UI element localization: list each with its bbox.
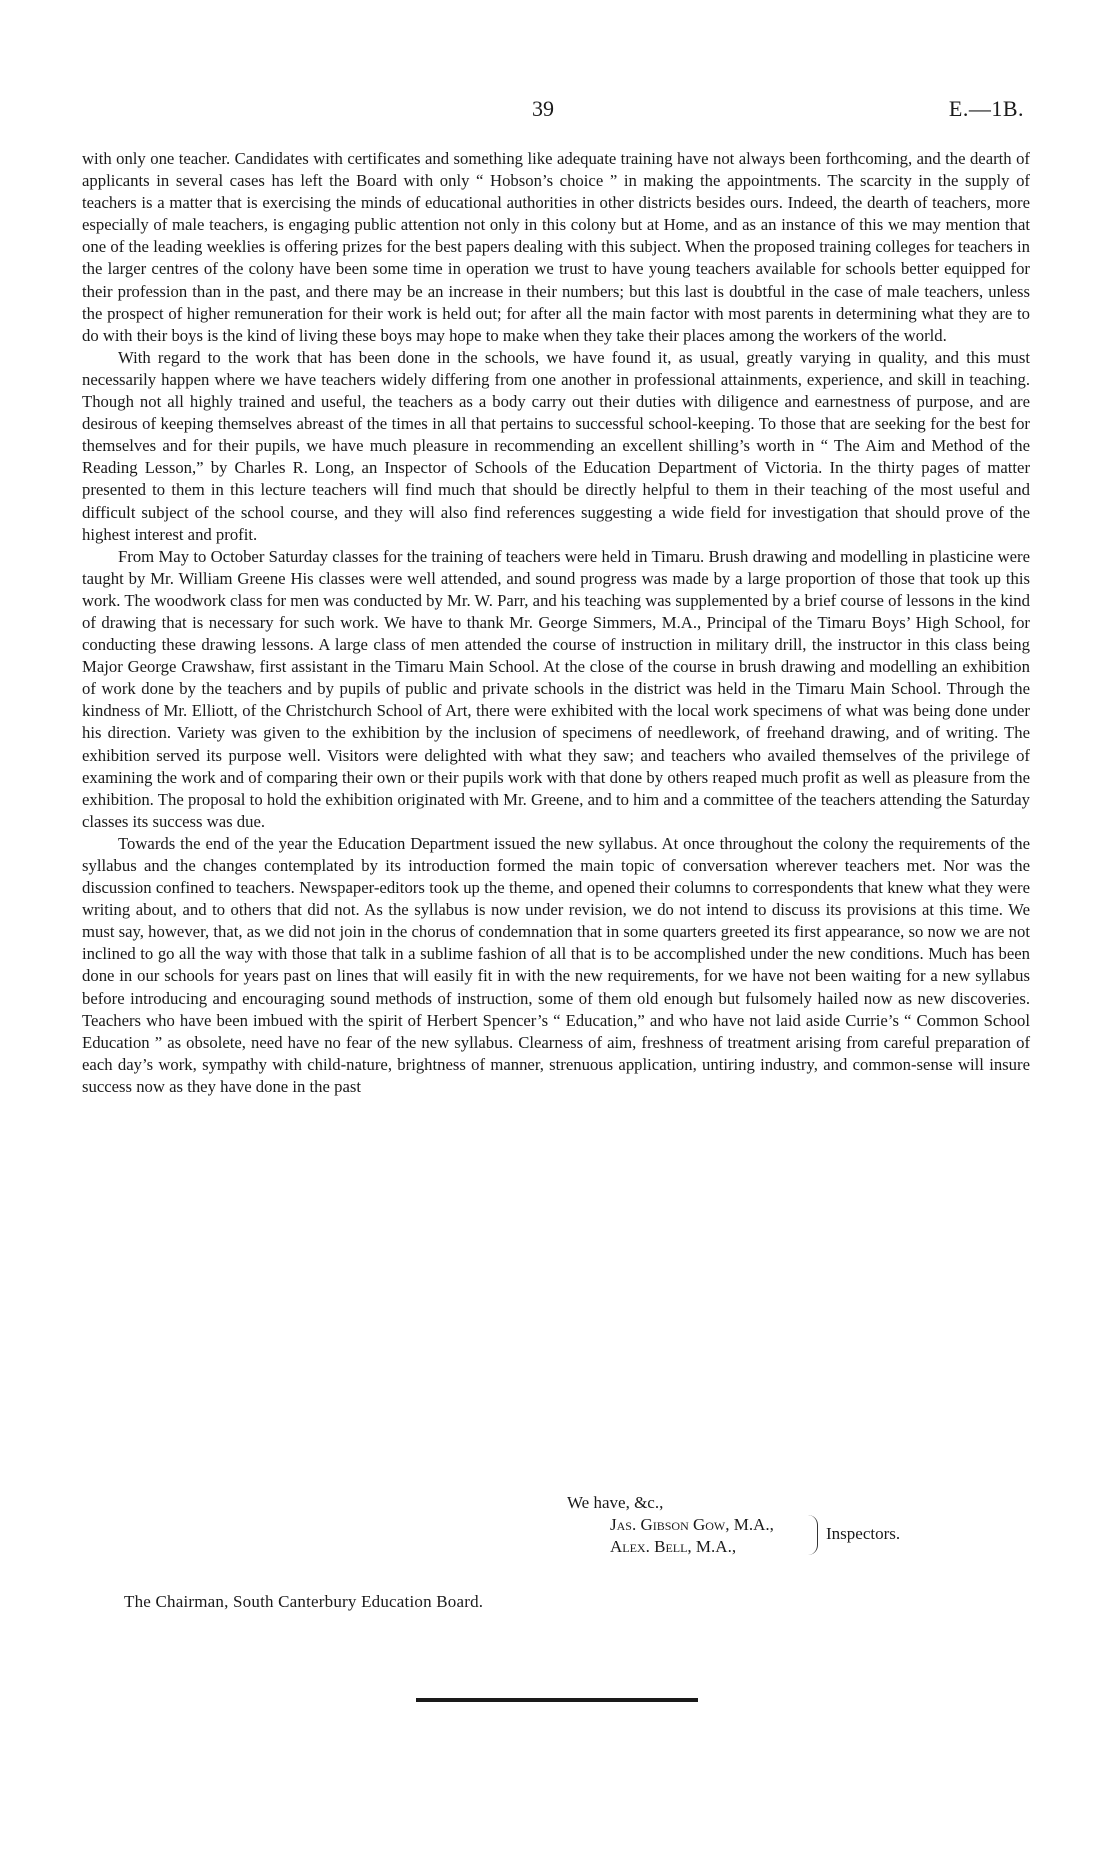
signatory-role: Inspectors. bbox=[826, 1524, 901, 1543]
page-header bbox=[0, 96, 1114, 126]
signatory-gow: Jas. Gibson Gow, M.A., bbox=[610, 1515, 774, 1534]
signatory-bell: Alex. Bell, M.A., bbox=[610, 1537, 737, 1556]
report-body bbox=[82, 148, 1030, 1098]
closing-salutation: We have, &c., bbox=[567, 1493, 664, 1512]
document-reference: E.—1B. bbox=[948, 96, 1024, 121]
signature-block bbox=[610, 1514, 774, 1558]
signature-brace bbox=[807, 1515, 818, 1555]
end-rule-divider bbox=[416, 1698, 698, 1702]
paragraph-teacher-supply: with only one teacher. Candidates with certificates and something like adequate training have not always been forthcoming, and the dearth of applicants in several cases has left the Board with only “ Hobson’s choice ” in making the appointments. The scarcity in the supply of teachers is a matter that is exercising the minds of educational authorities in other districts besides ours. Indeed, the dearth of teachers, more especially of male teachers, is engaging public attention not only in this colony but at Home, and as an instance of this we may mention that one of the leading weeklies is offering prizes for the best papers dealing with this subject. When the proposed training colleges for teachers in the larger centres of the colony have been some time in operation we trust to have young teachers available for schools better equipped for their profession than in the past, and there may be an increase in their numbers; but this last is doubtful in the case of male teachers, unless the prospect of higher remuneration for their work is held out; for after all the main factor with most parents in determining what they are to do with their boys is the kind of living these boys may hope to make when they take their places among the workers of the world. bbox=[82, 149, 1030, 345]
page-number: 39 bbox=[532, 96, 554, 121]
paragraph-school-work: With regard to the work that has been done in the schools, we have found it, as usual, greatly varying in quality, and this must necessarily happen where we have teachers widely differing from one another in professional attainments, experience, and skill in teaching. Though not all highly trained and useful, the teachers as a body carry out their duties with diligence and earnestness of purpose, and are desirous of keeping themselves abreast of the times in all that pertains to successful school-keeping. To those that are seeking for the best for themselves and for their pupils, we have much pleasure in recommending an excellent shilling’s worth in “ The Aim and Method of the Reading Lesson,” by Charles R. Long, an Inspector of Schools of the Education Department of Victoria. In the thirty pages of matter presented to them in this lecture teachers will find much that should be directly helpful to them in their teaching of the most useful and difficult subject of the school course, and they will also find references suggesting a wide field for investigation that should prove of the highest interest and profit. bbox=[82, 347, 1030, 544]
paragraph-saturday-classes: From May to October Saturday classes for the training of teachers were held in Timaru. Brush drawing and modelling in plasticine were taught by Mr. William Greene His classes were well attended, and sound progress was made by a large proportion of those that took up this work. The woodwork class for men was conducted by Mr. W. Parr, and his teaching was supplemented by a brief course of lessons in the kind of drawing that is necessary for such work. We have to thank Mr. George Simmers, M.A., Principal of the Timaru Boys’ High School, for conducting these drawing lessons. A large class of men attended the course of instruction in military drill, the instructor in this class being Major George Crawshaw, first assistant in the Timaru Main School. At the close of the course in brush drawing and modelling an exhibition of work done by the teachers and by pupils of public and private schools in the district was held in the Timaru Main School. Through the kindness of Mr. Elliott, of the Christchurch School of Art, there were exhibited with the local work specimens of what was being done under his direction. Variety was given to the exhibition by the inclusion of specimens of needlework, of freehand drawing, and of writing. The exhibition served its purpose well. Visitors were delighted with what they saw; and teachers who availed themselves of the privilege of examining the work and of comparing their own or their pupils work with that done by others reaped much profit as well as pleasure from the exhibition. The proposal to hold the exhibition originated with Mr. Greene, and to him and a committee of the teachers attending the Saturday classes its success was due. bbox=[82, 546, 1030, 831]
paragraph-new-syllabus: Towards the end of the year the Education Department issued the new syllabus. At once throughout the colony the requirements of the syllabus and the changes contemplated by its introduction formed the main topic of conversation wherever teachers met. Nor was the discussion confined to teachers. Newspaper-editors took up the theme, and opened their columns to correspondents that knew what they were writing about, and to others that did not. As the syllabus is now under revision, we do not intend to discuss its provisions at this time. We must say, however, that, as we did not join in the chorus of condemnation that in some quarters greeted its first appearance, so now we are not inclined to go all the way with those that talk in a sublime fashion of all that is to be accomplished under the new conditions. Much has been done in our schools for years past on lines that will easily fit in with the new requirements, for we have not been waiting for a new syllabus before introducing and encouraging sound methods of instruction, some of them old enough but fulsomely hailed now as new discoveries. Teachers who have been imbued with the spirit of Herbert Spencer’s “ Education,” and who have not laid aside Currie’s “ Common School Education ” as obsolete, need have no fear of the new syllabus. Clearness of aim, freshness of treatment arising from careful preparation of each day’s work, sympathy with child-nature, brightness of manner, strenuous application, untiring industry, and common-sense will insure success now as they have done in the past bbox=[82, 833, 1030, 1096]
addressee-line: The Chairman, South Canterbury Education Board. bbox=[124, 1592, 484, 1611]
